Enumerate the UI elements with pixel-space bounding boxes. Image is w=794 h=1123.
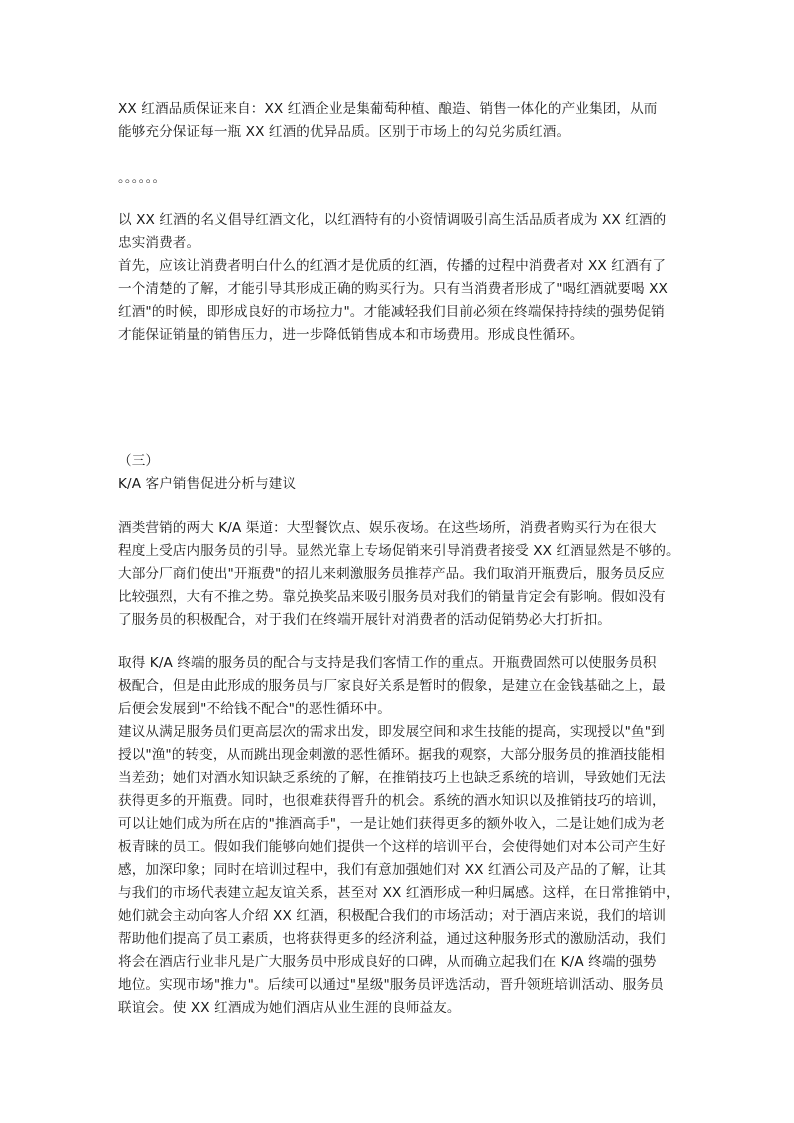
text-line: 建议从满足服务员们更高层次的需求出发，即发展空间和求生技能的提高，实现授以"鱼"到 [118, 724, 665, 740]
text-line: 大部分厂商们使出"开瓶费"的招儿来刺激服务员推荐产品。我们取消开瓶费后，服务员反应 [118, 566, 665, 582]
ellipsis-dots: 。。。。。。 [118, 170, 167, 186]
text-line: 可以让她们成为所在店的"推酒高手"，一是让她们获得更多的额外收入，二是让她们成为老 [118, 816, 665, 832]
text-line: 了服务员的积极配合，对于我们在终端开展针对消费者的活动促销势必大打折扣。 [118, 612, 611, 628]
text-line: 忠实消费者。 [118, 235, 201, 251]
text-line: 板青睐的员工。假如我们能够向她们提供一个这样的培训平台，会使得她们对本公司产生好 [118, 839, 666, 855]
text-line: 获得更多的开瓶费。同时，也很难获得晋升的机会。系统的酒水知识以及推销技巧的培训， [118, 793, 666, 809]
text-line: 比较强烈，大有不推之势。靠兑换奖品来吸引服务员对我们的销量肯定会有影响。假如没有 [118, 589, 666, 605]
text-line: XX 红酒品质保证来自：XX 红酒企业是集葡萄种植、酿造、销售一体化的产业集团，从而 [118, 101, 658, 117]
text-line: 她们就会主动向客人介绍 XX 红酒，积极配合我们的市场活动；对于酒店来说，我们的培训 [118, 908, 667, 924]
text-line: 以 XX 红酒的名义倡导红酒文化，以红酒特有的小资情调吸引高生活品质者成为 XX 红酒的 [118, 212, 667, 228]
text-line: 一个清楚的了解，才能引导其形成正确的购买行为。只有当消费者形成了"喝红酒就要喝 XX [118, 281, 668, 297]
text-line: 感，加深印象；同时在培训过程中，我们有意加强她们对 XX 红酒公司及产品的了解，让其 [118, 862, 667, 878]
text-line: 酒类营销的两大 K/A 渠道：大型餐饮点、娱乐夜场。在这些场所，消费者购买行为在很大 [118, 520, 657, 536]
text-line: 地位。实现市场"推力"。后续可以通过"星级"服务员评选活动，晋升领班培训活动、服务员 [118, 977, 664, 993]
text-line: 才能保证销量的销售压力，进一步降低销售成本和市场费用。形成良性循环。 [118, 327, 584, 343]
section-title: K/A 客户销售促进分析与建议 [118, 476, 297, 492]
text-line: 程度上受店内服务员的引导。显然光靠上专场促销来引导消费者接受 XX 红酒显然是不够的。 [118, 543, 680, 559]
text-line: 联谊会。使 XX 红酒成为她们酒店从业生涯的良师益友。 [118, 1000, 461, 1016]
text-line: 帮助他们提高了员工素质，也将获得更多的经济利益，通过这种服务形式的激励活动，我们 [118, 931, 666, 947]
text-line: 授以"渔"的转变，从而跳出现金刺激的恶性循环。据我的观察，大部分服务员的推酒技能相 [118, 747, 665, 763]
text-line: 与我们的市场代表建立起友谊关系，甚至对 XX 红酒形成一种归属感。这样，在日常推销中， [118, 885, 680, 901]
text-line: 取得 K/A 终端的服务员的配合与支持是我们客情工作的重点。开瓶费固然可以使服务员积 [118, 655, 657, 671]
section-number: （三） [118, 453, 160, 469]
text-line: 能够充分保证每一瓶 XX 红酒的优异品质。区别于市场上的勾兑劣质红酒。 [118, 124, 571, 140]
text-line: 将会在酒店行业非凡是广大服务员中形成良好的口碑，从而确立起我们在 K/A 终端的强势 [118, 954, 657, 970]
text-line: 首先，应该让消费者明白什么的红酒才是优质的红酒，传播的过程中消费者对 XX 红酒有了 [118, 258, 667, 274]
text-line: 当差劲；她们对酒水知识缺乏系统的了解，在推销技巧上也缺乏系统的培训，导致她们无法 [118, 770, 666, 786]
text-line: 后便会发展到"不给钱不配合"的恶性循环中。 [118, 701, 391, 717]
text-line: 极配合，但是由此形成的服务员与厂家良好关系是暂时的假象，是建立在金钱基础之上，最 [118, 678, 666, 694]
text-line: 红酒"的时候，即形成良好的市场拉力"。才能减轻我们目前必须在终端保持持续的强势促销 [118, 304, 665, 320]
